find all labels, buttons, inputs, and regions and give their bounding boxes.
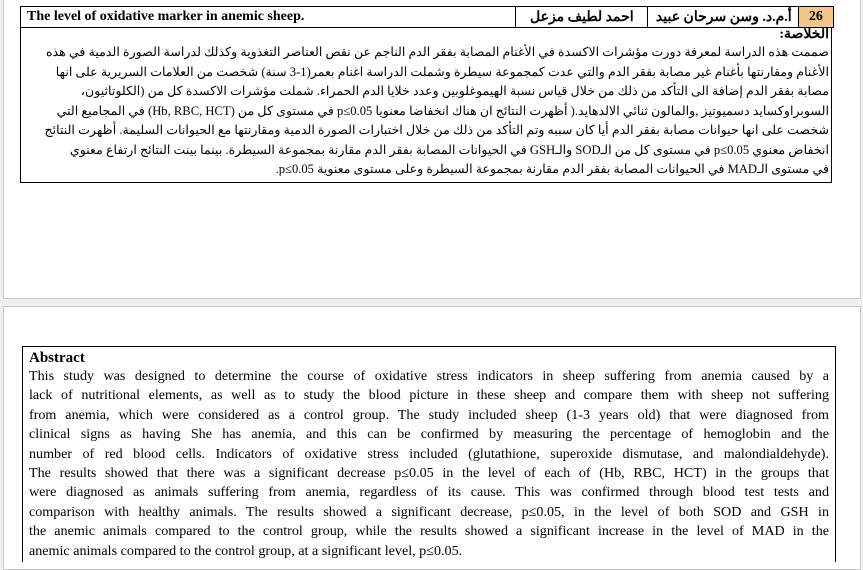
english-abstract [22, 346, 836, 562]
arabic-line: الأغنام ومقارنتها بأغنام غير مصابة بفقر الدم والتي عدت كمجموعة سيطرة وشملت الدراسة اغنام بعمر(1-3 سنة) شخصت من العلامات السريرية على انها [55, 64, 829, 79]
english-abstract-heading: Abstract [29, 350, 85, 366]
arabic-line: صممت هذه الدراسة لمعرفة دورت مؤشرات الاكسدة في الأغنام المصابة بفقر الدم الناجم عن نقص العناصر التغذوية وكذلك لدراسة الصورة الدمية في هذه [45, 45, 829, 59]
english-line: comparison with healthy animals. The results showed a significant decrease, p≤0.05, in the level of both SOD and GSH in [29, 503, 829, 520]
arabic-line: انخفاض معنوي p≤0.05 في مستوى كل من الـSOD والـGSH في الحيوانات المصابة بفقر الدم مقارنة بمجموعة السيطرة. بينما بينت النتائج ارتفاع معنوي [69, 142, 829, 157]
english-line: the anemic animals compared to the control group, while the results showed a significant increase in the level of MAD in the [29, 523, 829, 540]
arabic-line: شخصت على انها حيوانات مصابة بفقر الدم أيا كان سببه وتم التأكد من ذلك من خلال اختبارات الصورة الدمية ومقارنتها مع الحيوانات السليمة. أظهرت النتائج [44, 123, 829, 137]
english-line: from anemia, which were considered as a control group. The study included sheep (1-3 years old) that were diagnosed from [29, 406, 829, 423]
english-line: anemic animals compared to the control group, at a significant level, p≤0.05. [29, 542, 463, 559]
english-line: were diagnosed as animals suffering from anemia, regardless of its cause. This was confirmed through blood test tests and [29, 484, 829, 501]
arabic-abstract [20, 27, 832, 183]
english-line: The results showed that there was a significant decrease p≤0.05 in the level of each of (Hb, RBC, HCT) in the groups that [29, 465, 829, 482]
english-line: number of red blood cells. Indicators of oxidative stress included (glutathione, superoxide dismutase, and malondialdehyde). [29, 445, 829, 462]
header-row [21, 7, 834, 28]
arabic-abstract-heading: الخلاصة: [779, 27, 829, 42]
arabic-line: في مستوى الـMAD في الحيوانات المصابة بفقر الدم مقارنة بمجموعة السيطرة وعلى مستوى معنوية p≤0.05. [275, 162, 829, 176]
english-line: This study was designed to determine the course of oxidative stress indicators in sheep suffering from anemia caused by a [29, 368, 829, 384]
paper-title: The level of oxidative marker in anemic sheep. [21, 7, 516, 28]
author-1: أ.م.د. وسن سرحان عبيد [648, 7, 798, 28]
arabic-line: مصابة بفقر الدم إضافة الى التأكد من ذلك من خلال قياس نسبة الهيموغلوبين وعدد خلايا الدم الحمراء. شملت مؤشرات الاكسدة كل من (الكلوتاثيون، [80, 84, 829, 98]
arabic-line: السوبراوكسايد دسميوتيز ,والمالون ثنائي الالدهايد.( أظهرت النتائج ان هناك انخفاضا معنويا p≤0.05 في مستوى كل من (Hb, RBC, HCT) في المجاميع التي [56, 103, 829, 118]
english-line: clinical signs as having She has anemia, and this can be confirmed by measuring the percentage of hemoglobin and the [29, 426, 829, 443]
author-2: احمد لطيف مزعل [516, 7, 648, 28]
header-table [20, 6, 834, 28]
entry-number: 26 [798, 7, 833, 28]
english-line: lack of nutritional elements, as well as to study the blood picture in these sheep and compare them with sheep not suffering [29, 387, 829, 404]
